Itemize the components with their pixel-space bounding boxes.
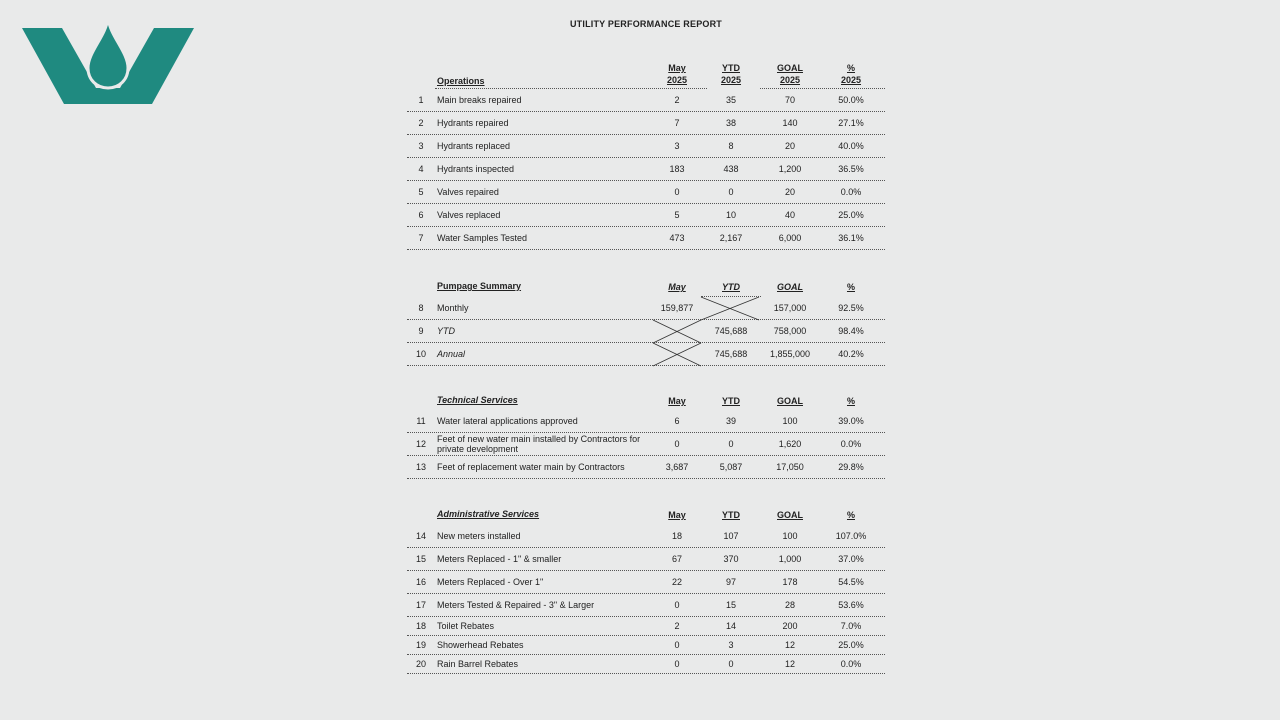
row-label: Meters Tested & Repaired - 3" & Larger: [437, 600, 595, 610]
table-row: [407, 204, 885, 227]
row-label: Hydrants inspected: [437, 164, 515, 174]
cell-goal: 40: [784, 210, 795, 220]
cell-may: 5: [674, 210, 680, 220]
cell-goal: 17,050: [776, 462, 804, 472]
table-row: [407, 617, 885, 636]
row-number: 6: [418, 210, 424, 220]
table-row: [407, 636, 885, 655]
cell-pct: 53.6%: [838, 600, 864, 610]
row-number: 5: [418, 187, 424, 197]
cell-goal: 140: [782, 118, 798, 128]
row-number: 8: [418, 303, 424, 313]
row-number: 4: [418, 164, 424, 174]
cell-pct: 0.0%: [840, 439, 862, 449]
pumpage-header: [407, 281, 885, 293]
row-number: 2: [418, 118, 424, 128]
cell-goal: 70: [784, 95, 795, 105]
cell-ytd: 2,167: [719, 233, 743, 243]
crossed-out-cell: [651, 320, 703, 366]
table-row: [407, 227, 885, 250]
table-row: [407, 456, 885, 479]
cell-pct: 107.0%: [835, 531, 867, 541]
row-label: Annual: [437, 349, 466, 359]
row-number: 3: [418, 141, 424, 151]
row-label: Meters Replaced - Over 1": [437, 577, 544, 587]
section-title-operations: Operations: [437, 76, 485, 86]
table-row: [407, 112, 885, 135]
table-row: [407, 655, 885, 674]
table-row: [407, 181, 885, 204]
cell-pct: 40.0%: [838, 141, 864, 151]
col-goal-2025: GOAL 2025: [777, 63, 803, 85]
cell-pct: 54.5%: [838, 577, 864, 587]
cell-may: 0: [674, 600, 680, 610]
cell-pct: 39.0%: [838, 416, 864, 426]
col-goal: GOAL: [777, 510, 803, 520]
row-label: Valves repaired: [437, 187, 499, 197]
row-number: 17: [415, 600, 426, 610]
table-row: [407, 525, 885, 548]
cell-goal: 1,000: [778, 554, 802, 564]
cell-goal: 12: [784, 640, 795, 650]
report-title: UTILITY PERFORMANCE REPORT: [569, 19, 723, 29]
row-number: 14: [415, 531, 426, 541]
cell-ytd: 0: [728, 439, 734, 449]
cell-ytd: 0: [728, 187, 734, 197]
table-row: [407, 433, 885, 456]
row-label: Meters Replaced - 1" & smaller: [437, 554, 562, 564]
row-number: 10: [415, 349, 426, 359]
table-row: [407, 343, 885, 366]
table-row: [407, 135, 885, 158]
cell-pct: 37.0%: [838, 554, 864, 564]
cell-pct: 50.0%: [838, 95, 864, 105]
cell-ytd: 39: [725, 416, 736, 426]
section-title-admin: Administrative Services: [437, 509, 540, 519]
cell-goal: 1,200: [778, 164, 802, 174]
cell-pct: 92.5%: [838, 303, 864, 313]
row-label: Monthly: [437, 303, 469, 313]
col-ytd: YTD: [722, 282, 740, 292]
cell-goal: 12: [784, 659, 795, 669]
cell-ytd: 97: [725, 577, 736, 587]
col-ytd-2025: YTD 2025: [720, 63, 742, 85]
col-pct: %: [846, 396, 855, 406]
cell-pct: 36.1%: [838, 233, 864, 243]
cell-pct: 0.0%: [840, 187, 862, 197]
table-row: [407, 320, 885, 343]
row-label: Feet of new water main installed by Contractors for private development: [437, 434, 641, 454]
cell-may: 2: [674, 621, 680, 631]
table-row: [407, 410, 885, 433]
cell-goal: 20: [784, 141, 795, 151]
row-label: Feet of replacement water main by Contractors: [437, 462, 625, 472]
cell-may: 0: [674, 439, 680, 449]
cell-goal: 758,000: [773, 326, 807, 336]
cell-goal: 157,000: [773, 303, 807, 313]
col-pct-2025: % 2025: [840, 63, 862, 85]
row-number: 1: [418, 95, 424, 105]
cell-ytd: 15: [725, 600, 736, 610]
admin-header: [407, 509, 885, 521]
row-label: New meters installed: [437, 531, 521, 541]
cell-goal: 178: [782, 577, 798, 587]
cell-pct: 0.0%: [840, 659, 862, 669]
cell-ytd: 438: [723, 164, 739, 174]
cell-ytd: 370: [723, 554, 739, 564]
cell-ytd: 38: [725, 118, 736, 128]
table-row: [407, 548, 885, 571]
cell-ytd: 14: [725, 621, 736, 631]
cell-may: 67: [671, 554, 682, 564]
row-number: 16: [415, 577, 426, 587]
cell-goal: 20: [784, 187, 795, 197]
col-pct: %: [846, 282, 855, 292]
table-row: [407, 571, 885, 594]
cell-ytd: 0: [728, 659, 734, 669]
cell-ytd: 8: [728, 141, 734, 151]
row-label: Water lateral applications approved: [437, 416, 578, 426]
cell-may: 2: [674, 95, 680, 105]
cell-ytd: 107: [723, 531, 739, 541]
cell-pct: 40.2%: [838, 349, 864, 359]
cell-may: 0: [674, 187, 680, 197]
row-number: 15: [415, 554, 426, 564]
row-label: Main breaks repaired: [437, 95, 522, 105]
col-ytd: YTD: [722, 396, 740, 406]
section-title-technical: Technical Services: [437, 395, 518, 405]
cell-may: 3,687: [665, 462, 689, 472]
row-number: 13: [415, 462, 426, 472]
cell-may: 7: [674, 118, 680, 128]
row-number: 11: [416, 416, 426, 426]
cell-goal: 1,620: [778, 439, 802, 449]
row-label: Rain Barrel Rebates: [437, 659, 519, 669]
cell-may: 473: [669, 233, 685, 243]
cell-may: 6: [674, 416, 680, 426]
row-number: 18: [415, 621, 426, 631]
cell-goal: 100: [782, 416, 798, 426]
cell-goal: 1,855,000: [769, 349, 811, 359]
cell-may: 3: [674, 141, 680, 151]
cell-ytd: 745,688: [714, 349, 748, 359]
cell-may: 22: [671, 577, 682, 587]
cell-may: 18: [671, 531, 682, 541]
row-number: 7: [418, 233, 424, 243]
col-pct: %: [846, 510, 855, 520]
operations-header: [407, 62, 885, 88]
cell-goal: 6,000: [778, 233, 802, 243]
cell-ytd: 745,688: [714, 326, 748, 336]
row-label: Valves replaced: [437, 210, 501, 220]
water-drop-w-logo-icon: [22, 16, 194, 106]
cell-pct: 29.8%: [838, 462, 864, 472]
table-row: [407, 89, 885, 112]
cell-pct: 25.0%: [838, 210, 864, 220]
cell-pct: 36.5%: [838, 164, 864, 174]
row-label: Hydrants repaired: [437, 118, 509, 128]
row-number: 20: [415, 659, 426, 669]
cell-goal: 200: [782, 621, 798, 631]
cell-ytd: 5,087: [719, 462, 743, 472]
col-may: May: [668, 510, 686, 520]
col-goal: GOAL: [777, 282, 803, 292]
table-row: [407, 158, 885, 181]
col-may: May: [668, 282, 686, 292]
row-label: Showerhead Rebates: [437, 640, 524, 650]
technical-header: [407, 395, 885, 407]
cell-pct: 98.4%: [838, 326, 864, 336]
section-title-pumpage: Pumpage Summary: [437, 281, 522, 291]
cell-may: 0: [674, 640, 680, 650]
col-may-2025: May 2025: [666, 63, 688, 85]
cell-goal: 100: [782, 531, 798, 541]
row-number: 12: [415, 439, 426, 449]
cell-pct: 27.1%: [838, 118, 864, 128]
col-goal: GOAL: [777, 396, 803, 406]
row-label: YTD: [437, 326, 455, 336]
cell-pct: 7.0%: [840, 621, 862, 631]
row-label: Water Samples Tested: [437, 233, 528, 243]
cell-ytd: 35: [725, 95, 736, 105]
row-number: 19: [415, 640, 426, 650]
col-ytd: YTD: [722, 510, 740, 520]
cell-may: 0: [674, 659, 680, 669]
cell-ytd: 3: [728, 640, 734, 650]
cell-may: 183: [669, 164, 685, 174]
crossed-out-cell: [701, 297, 761, 320]
row-label: Toilet Rebates: [437, 621, 495, 631]
row-label: Hydrants replaced: [437, 141, 511, 151]
cell-pct: 25.0%: [838, 640, 864, 650]
row-number: 9: [418, 326, 424, 336]
table-row: [407, 297, 885, 320]
cell-goal: 28: [784, 600, 795, 610]
table-row: [407, 594, 885, 617]
cell-ytd: 10: [725, 210, 736, 220]
cell-may: 159,877: [660, 303, 694, 313]
col-may: May: [668, 396, 686, 406]
